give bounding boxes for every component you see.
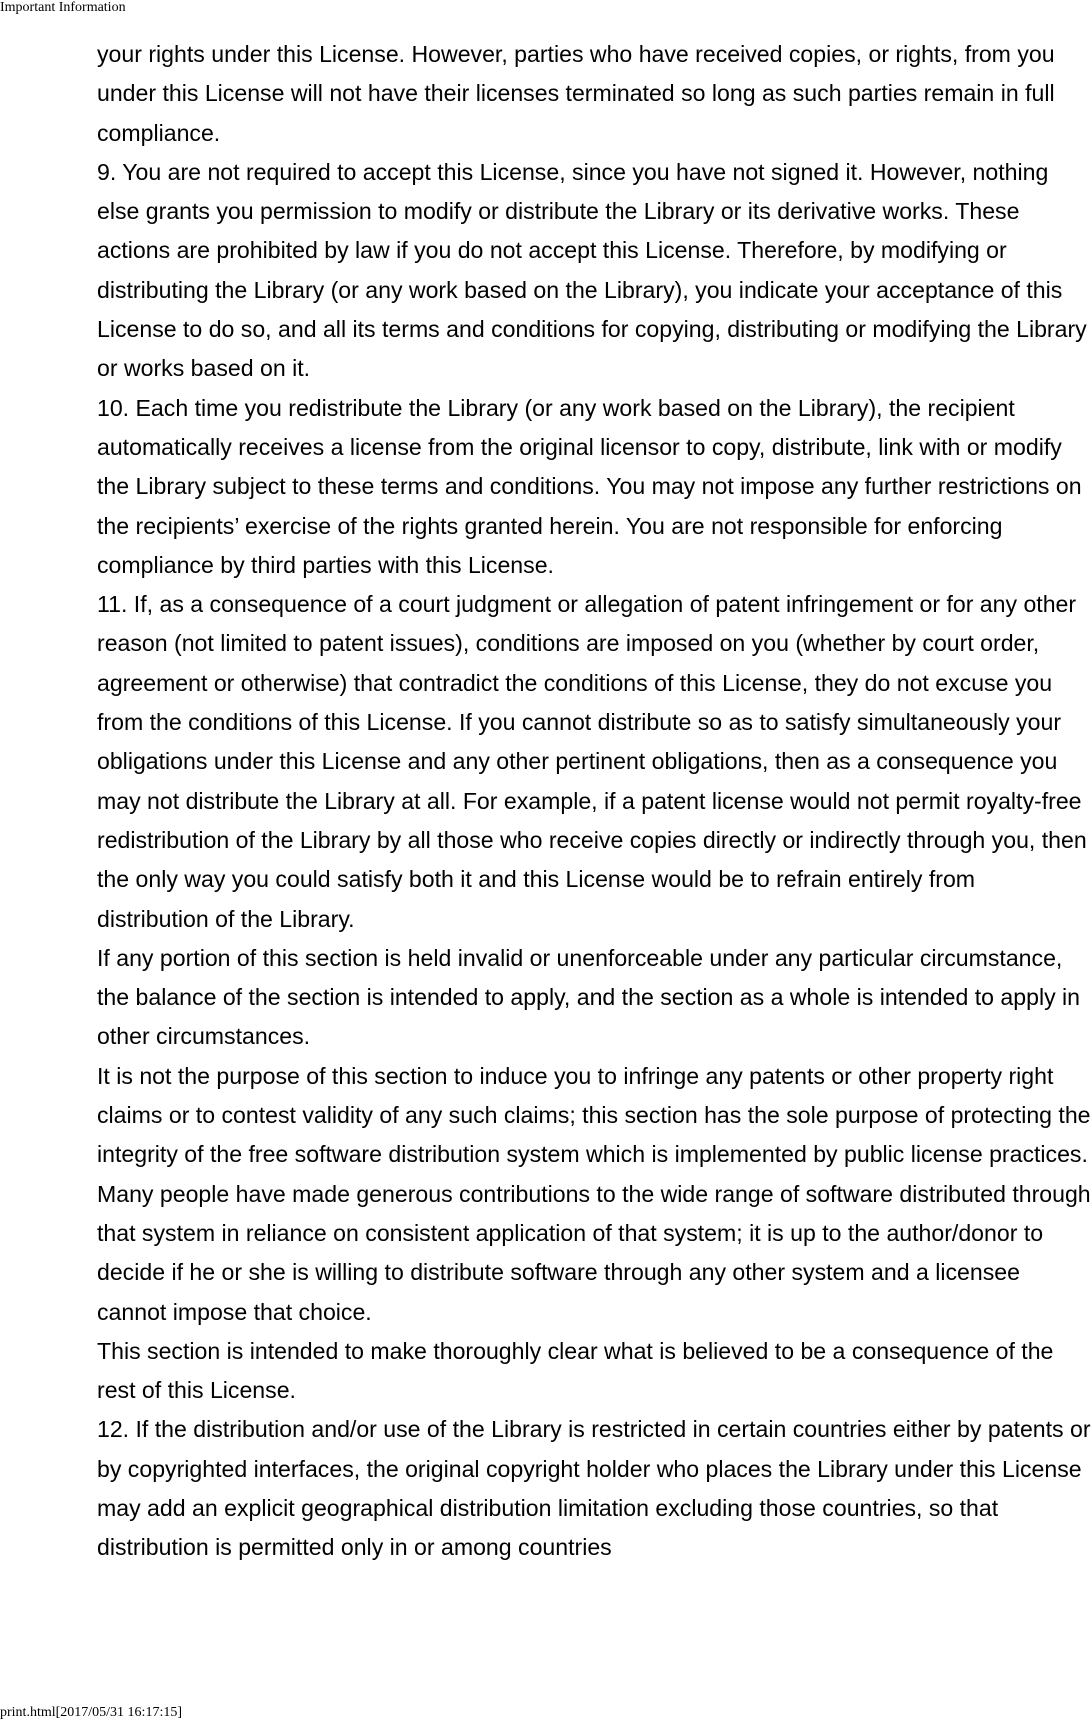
paragraph-section-9: 9. You are not required to accept this License, since you have not signed it. However, nothing else grants you permission to modify or distribute the Library or its derivative works. These actions are prohibited by law if you do not accept this License. Therefore, by modifying or distributing the Library (or any work based on the Library), you indicate your acceptance of this License to do so, and all its terms and conditions for copying, distributing or modifying the Library or works based on it.	[97, 158, 1087, 382]
paragraph-section-10: 10. Each time you redistribute the Library (or any work based on the Library), the recipient automatically receives a license from the original licensor to copy, distribute, link with or modify the Library subject to these terms and conditions. You may not impose any further restrictions on the recipients’ exercise of the rights granted herein. You are not responsible for enforcing compliance by third parties with this License.	[97, 394, 1082, 578]
paragraph-rights-continuation: your rights under this License. However, parties who have received copies, or rights, from you under this License will not have their licenses terminated so long as such parties remain in full compliance.	[97, 41, 1055, 146]
paragraph-section-11: 11. If, as a consequence of a court judgment or allegation of patent infringement or for any other reason (not limited to patent issues), conditions are imposed on you (whether by court order, agreement or otherwise) that contradict the conditions of this License, they do not excuse you from the conditions of this License. If you cannot distribute so as to satisfy simultaneously your obligations under this License and any other pertinent obligations, then as a consequence you may not distribute the Library at all. For example, if a patent license would not permit royalty-free redistribution of the Library by all those who receive copies directly or indirectly through you, then the only way you could satisfy both it and this License would be to refrain entirely from distribution of the Library.	[97, 591, 1087, 932]
paragraph-purpose: It is not the purpose of this section to induce you to infringe any patents or other property right claims or to contest validity of any such claims; this section has the sole purpose of protecting the integrity of the free software distribution system which is implemented by public license practices. Many people have made generous contributions to the wide range of software distributed through that system in reliance on consistent application of that system; it is up to the author/donor to decide if he or she is willing to distribute software through any other system and a licensee cannot impose that choice.	[97, 1062, 1091, 1325]
page-header-title: Important Information	[0, 0, 126, 15]
paragraph-invalid-portion: If any portion of this section is held invalid or unenforceable under any particular circumstance, the balance of the section is intended to apply, and the section as a whole is intended to apply in other circumstances.	[97, 944, 1081, 1050]
paragraph-clarification: This section is intended to make thoroughly clear what is believed to be a consequence of the rest of this License.	[97, 1337, 1054, 1404]
paragraph-section-12: 12. If the distribution and/or use of the Library is restricted in certain countries either by patents or by copyrighted interfaces, the original copyright holder who places the Library under this License may add an explicit geographical distribution limitation excluding those countries, so that distribution is permitted only in or among countries	[97, 1416, 1091, 1561]
license-text	[97, 35, 1091, 1568]
page-footer-source: print.html[2017/05/31 16:17:15]	[0, 1705, 182, 1720]
